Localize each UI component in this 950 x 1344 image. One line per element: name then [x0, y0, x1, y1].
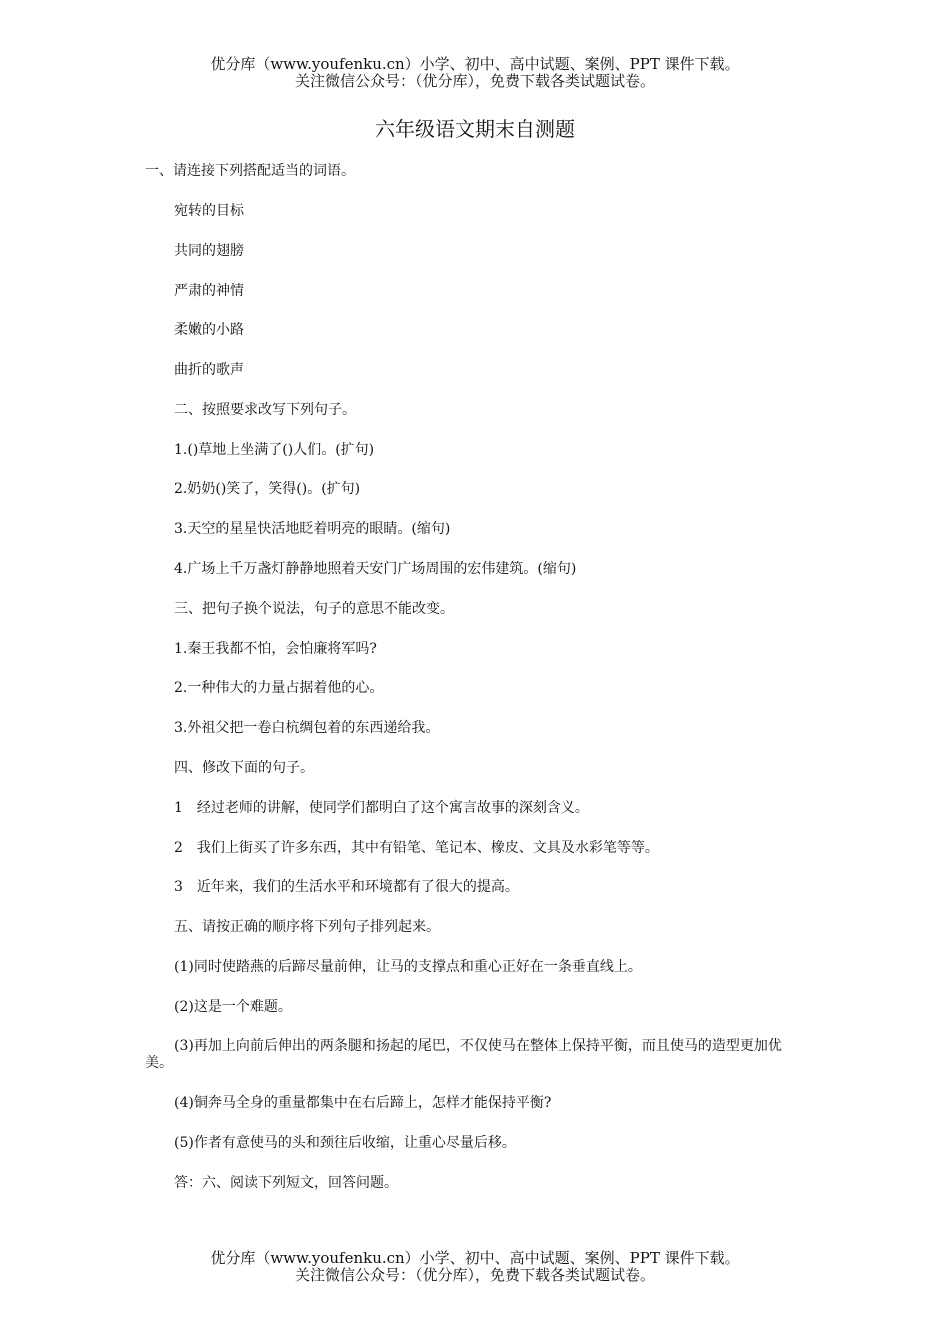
list-item: 2.一种伟大的力量占据着他的心。	[174, 680, 384, 696]
list-item: 严肃的神情	[174, 283, 244, 299]
section-4-heading: 四、修改下面的句子。	[174, 760, 314, 776]
page-footer	[0, 1250, 950, 1284]
list-item: 柔嫩的小路	[174, 322, 244, 338]
header-line-1: 优分库（www.youfenku.cn）小学、初中、高中试题、案例、PPT 课件下载。	[210, 55, 740, 73]
list-item: 共同的翅膀	[174, 243, 244, 259]
list-item: (2)这是一个难题。	[174, 999, 292, 1015]
list-item: (5)作者有意使马的头和颈往后收缩，让重心尽量后移。	[174, 1135, 516, 1151]
list-item: 3.天空的星星快活地眨着明亮的眼睛。(缩句)	[174, 521, 451, 537]
list-item: 宛转的目标	[174, 203, 244, 219]
page-header	[0, 56, 950, 90]
list-item: 2.奶奶()笑了，笑得()。(扩句)	[174, 481, 361, 497]
header-line-2: 关注微信公众号：（优分库），免费下载各类试题试卷。	[294, 72, 655, 90]
list-item: 3 近年来，我们的生活水平和环境都有了很大的提高。	[174, 879, 519, 895]
list-item: 2 我们上街买了许多东西，其中有铅笔、笔记本、橡皮、文具及水彩笔等等。	[174, 840, 659, 856]
list-item: 1 经过老师的讲解，使同学们都明白了这个寓言故事的深刻含义。	[174, 800, 589, 816]
page-title: 六年级语文期末自测题	[375, 117, 575, 141]
list-item: 3.外祖父把一卷白杭绸包着的东西递给我。	[174, 720, 440, 736]
footer-line-1: 优分库（www.youfenku.cn）小学、初中、高中试题、案例、PPT 课件下载。	[210, 1249, 740, 1267]
list-item: 曲折的歌声	[174, 362, 244, 378]
list-item: 4.广场上千万盏灯静静地照着天安门广场周围的宏伟建筑。(缩句)	[174, 561, 577, 577]
list-item: 1.秦王我都不怕，会怕廉将军吗?	[174, 641, 377, 657]
list-item: (1)同时使踏燕的后蹄尽量前伸，让马的支撑点和重心正好在一条垂直线上。	[174, 959, 642, 975]
section-5-heading: 五、请按正确的顺序将下列句子排列起来。	[174, 919, 440, 935]
section-1-heading: 一、请连接下列搭配适当的词语。	[145, 163, 355, 179]
list-item: (4)铜奔马全身的重量都集中在右后蹄上，怎样才能保持平衡?	[174, 1095, 552, 1111]
section-3-heading: 三、把句子换个说法，句子的意思不能改变。	[174, 601, 454, 617]
footer-line-2: 关注微信公众号：（优分库），免费下载各类试题试卷。	[294, 1266, 655, 1284]
answer-line: 答：六、阅读下列短文，回答问题。	[174, 1175, 398, 1191]
list-item: (3)再加上向前后伸出的两条腿和扬起的尾巴，不仅使马在整体上保持平衡，而且使马的造型更加优美。	[145, 1038, 782, 1071]
section-2-heading: 二、按照要求改写下列句子。	[174, 402, 356, 418]
list-item: 1.()草地上坐满了()人们。(扩句)	[174, 442, 375, 458]
